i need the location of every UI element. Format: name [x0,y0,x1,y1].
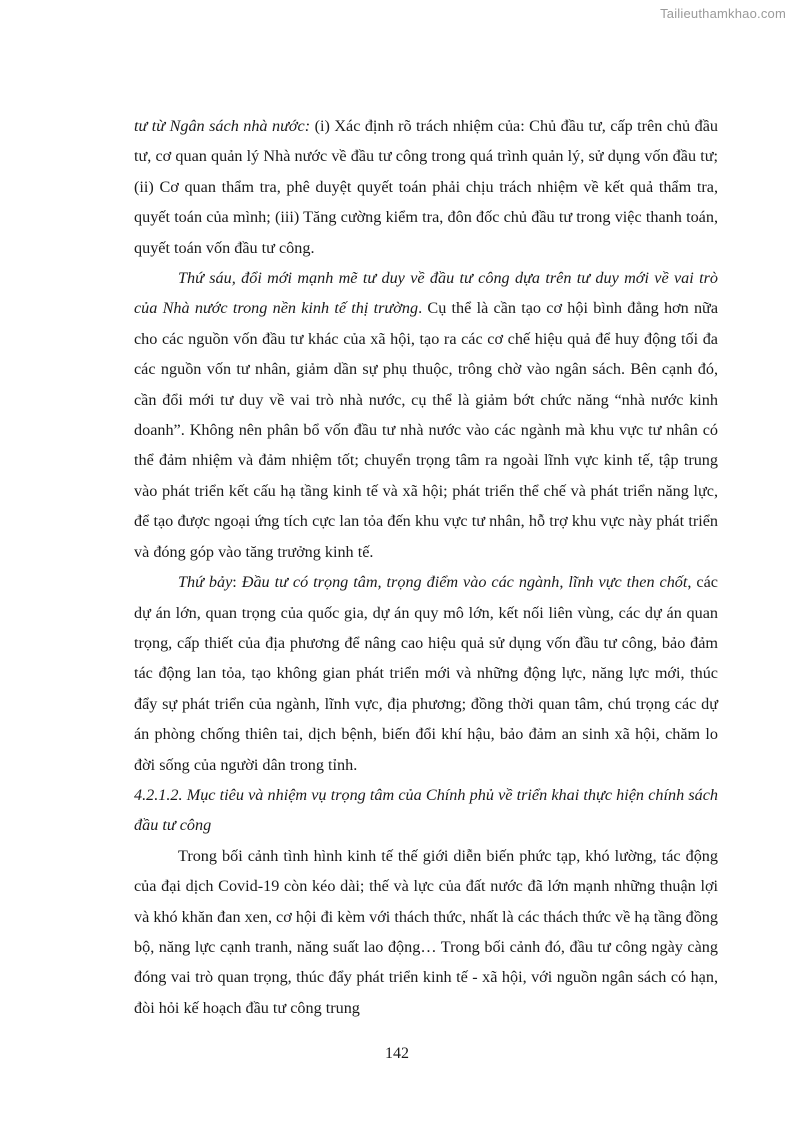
paragraph-4: Trong bối cảnh tình hình kinh tế thế giới diễn biến phức tạp, khó lường, tác động của đại dịch Covid-19 còn kéo dài; thế và lực của đất nước đã lớn mạnh những thuận lợi và khó khăn đan xen, cơ hội đi kèm với thách thức, nhất là các thách thức về hạ tầng đồng bộ, năng lực cạnh tranh, năng suất lao động… Trong bối cảnh đó, đầu tư công ngày càng đóng vai trò quan trọng, thúc đẩy phát triển kinh tế - xã hội, với nguồn ngân sách có hạn, đòi hỏi kế hoạch đầu tư công trung [134,846,718,1017]
paragraph-2-lead: Thứ sáu, đổi mới mạnh mẽ tư duy về đầu tư công dựa trên tư duy mới về vai trò của Nhà nước trong nền kinh tế thị trường [134,269,718,318]
paragraph-3-lead: Thứ bảy [178,573,233,592]
paragraph-3 [134,567,718,780]
paragraph-1 [134,111,718,263]
paragraph-3-text: , các dự án lớn, quan trọng của quốc gia, dự án quy mô lớn, kết nối liên vùng, các dự án quan trọng, cấp thiết của địa phương để nâng cao hiệu quả sử dụng vốn đầu tư công, bảo đảm tác động lan tỏa, tạo không gian phát triển mới và những động lực, năng lực mới, thúc đẩy sự phát triển của ngành, lĩnh vực, địa phương; đồng thời quan tâm, chú trọng các dự án phòng chống thiên tai, dịch bệnh, biến đổi khí hậu, bảo đảm an sinh xã hội, chăm lo đời sống của người dân trong tỉnh. [134,573,718,774]
page-number: 142 [385,1045,409,1062]
paragraph-1-lead: tư từ Ngân sách nhà nước: [134,117,311,135]
paragraph-3-emphasis: Đầu tư có trọng tâm, trọng điểm vào các ngành, lĩnh vực then chốt [241,573,688,592]
paragraph-3-sep: : [232,573,242,592]
watermark-text: Tailieuthamkhao.com [660,6,786,21]
page-body [134,111,718,1023]
paragraph-2-text: . Cụ thể là cần tạo cơ hội bình đẳng hơn nữa cho các nguồn vốn đầu tư khác của xã hội, tạo ra các cơ chế hiệu quả để huy động tối đa các nguồn vốn tư nhân, giảm dần sự phụ thuộc, trông chờ vào ngân sách. Bên cạnh đó, cần đổi mới tư duy về vai trò nhà nước, cụ thể là giảm bớt chức năng “nhà nước kinh doanh”. Không nên phân bổ vốn đầu tư nhà nước vào các ngành mà khu vực tư nhân có thể đảm nhiệm và đảm nhiệm tốt; chuyển trọng tâm ra ngoài lĩnh vực kinh tế, tập trung vào phát triển kết cấu hạ tầng kinh tế và xã hội; phát triển thể chế và phát triển năng lực, để tạo được ngoại ứng tích cực lan tỏa đến khu vực tư nhân, hỗ trợ khu vực này phát triển và đóng góp vào tăng trưởng kinh tế. [134,299,719,561]
paragraph-1-text: (i) Xác định rõ trách nhiệm của: Chủ đầu tư, cấp trên chủ đầu tư, cơ quan quản lý Nhà nước về đầu tư công trong quá trình quản lý, sử dụng vốn đầu tư; (ii) Cơ quan thẩm tra, phê duyệt quyết toán phải chịu trách nhiệm về kết quả thẩm tra, quyết toán của mình; (iii) Tăng cường kiểm tra, đôn đốc chủ đầu tư trong việc thanh toán, quyết toán vốn đầu tư công. [134,117,718,257]
paragraph-2 [134,263,718,567]
section-heading: 4.2.1.2. Mục tiêu và nhiệm vụ trọng tâm của Chính phủ về triển khai thực hiện chính sách đầu tư công [134,785,718,835]
